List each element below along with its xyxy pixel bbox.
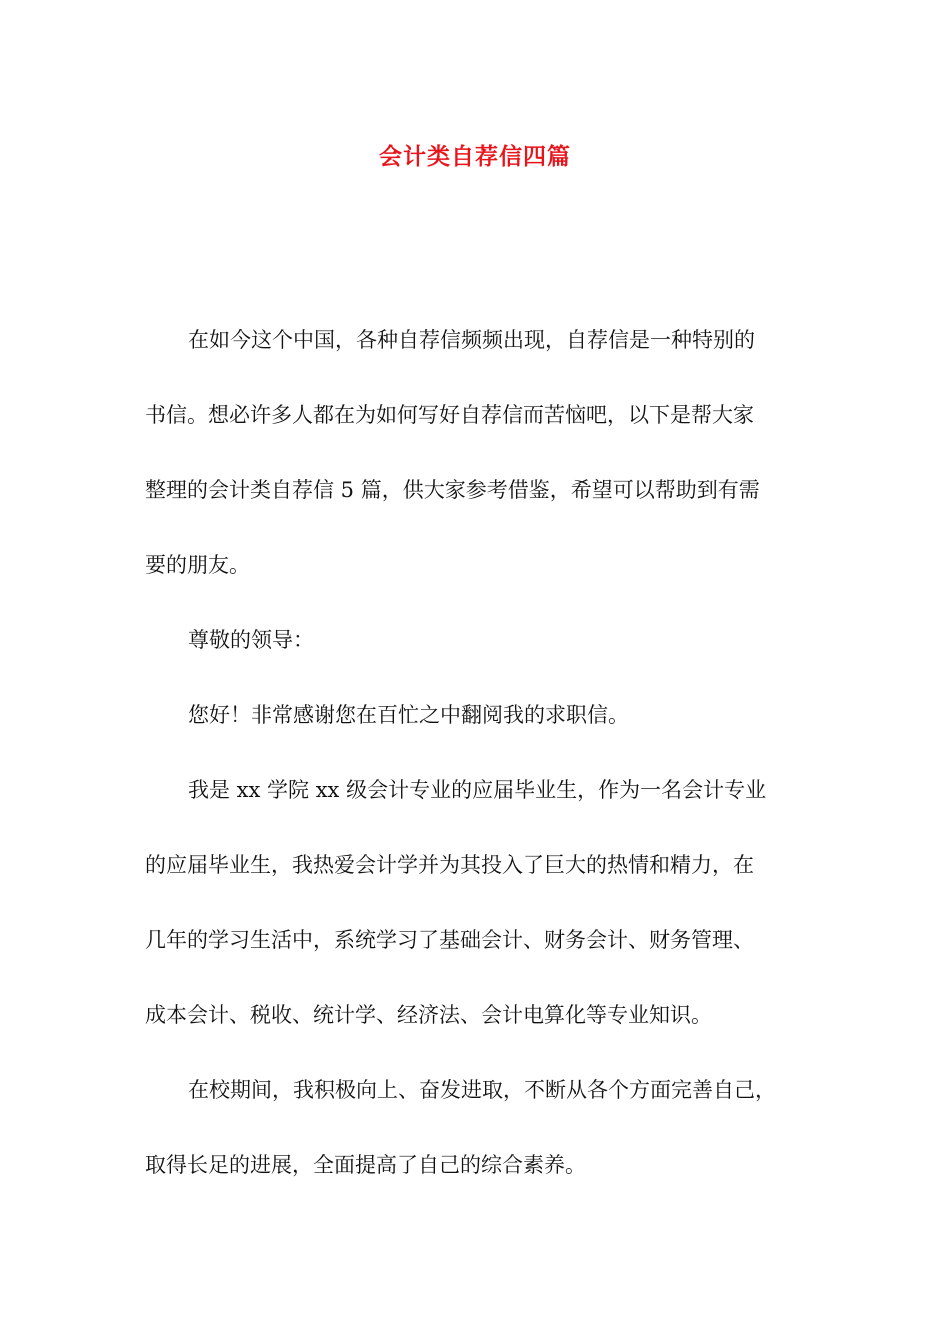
paragraph-line: 成本会计、税收、统计学、经济法、会计电算化等专业知识。 [145, 1003, 712, 1027]
paragraph-line: 的应届毕业生，我热爱会计学并为其投入了巨大的热情和精力，在 [145, 853, 754, 877]
paragraph-line: 在校期间，我积极向上、奋发进取，不断从各个方面完善自己， [188, 1078, 776, 1102]
document-title: 会计类自荐信四篇 [379, 144, 571, 170]
paragraph-line: 整理的会计类自荐信 5 篇，供大家参考借鉴，希望可以帮助到有需 [145, 478, 760, 502]
salutation: 尊敬的领导： [188, 628, 314, 652]
paragraph-line: 取得长足的进展，全面提高了自己的综合素养。 [145, 1153, 586, 1177]
greeting-line: 您好！非常感谢您在百忙之中翻阅我的求职信。 [188, 703, 629, 727]
paragraph-line: 在如今这个中国，各种自荐信频频出现，自荐信是一种特别的 [188, 328, 755, 352]
paragraph-line: 要的朋友。 [145, 553, 250, 577]
paragraph-line: 几年的学习生活中，系统学习了基础会计、财务会计、财务管理、 [145, 928, 754, 952]
paragraph-line: 我是 xx 学院 xx 级会计专业的应届毕业生，作为一名会计专业 [188, 778, 767, 802]
paragraph-line: 书信。想必许多人都在为如何写好自荐信而苦恼吧，以下是帮大家 [145, 403, 754, 427]
